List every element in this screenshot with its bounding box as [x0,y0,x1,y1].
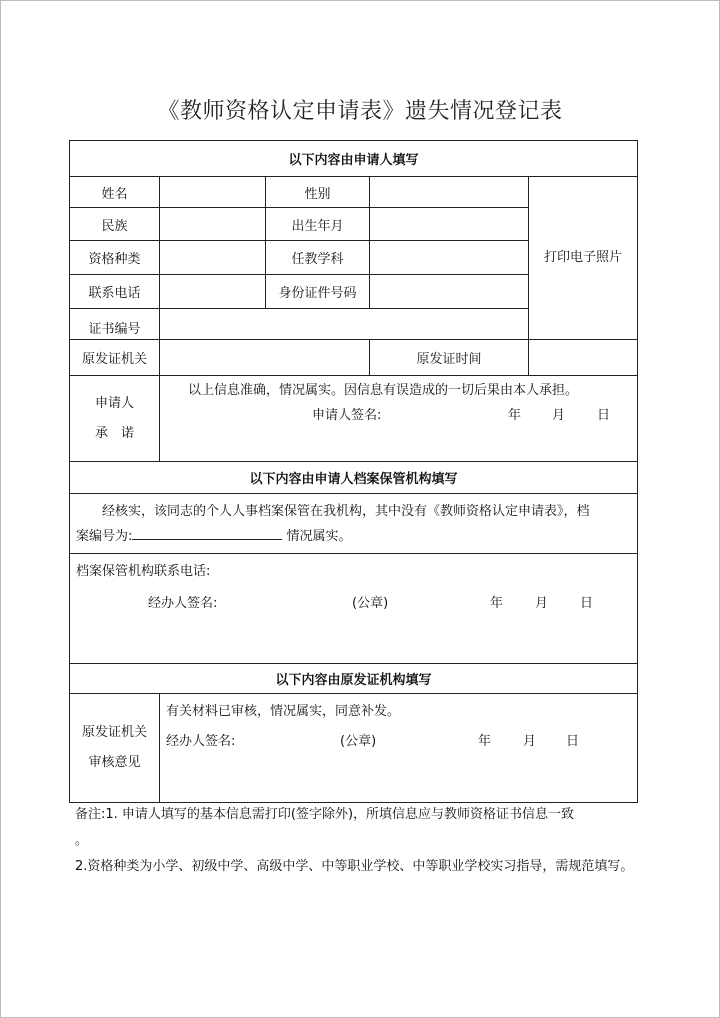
page-title: 《教师资格认定申请表》遗失情况登记表 [157,99,563,124]
commitment-text: 以上信息准确，情况属实。因信息有误造成的一切后果由本人承担。 [188,383,579,398]
gender-field[interactable] [370,177,529,208]
archive-verification-text: 经核实，该同志的个人人事档案保管在我机构，其中没有《教师资格认定申请表》，档 [102,503,590,519]
issuer-handler-sign-label: 经办人签名: [166,734,236,749]
ethnicity-label: 民族 [70,208,160,241]
issuer-field[interactable] [160,340,370,376]
issuer-review-cell [160,694,638,803]
id-number-label: 身份证件号码 [266,275,370,309]
notes [75,805,635,891]
month-label: 月 [552,408,566,423]
archive-year-label: 年 [490,596,504,611]
photo-box[interactable] [529,177,638,340]
archive-phone-label: 档案保管机构联系电话: [76,564,211,579]
registration-form [69,140,638,803]
phone-label: 联系电话 [70,275,160,309]
photo-label: 打印电子照片 [544,250,623,265]
phone-field[interactable] [160,275,266,309]
note-1-tail: 。 [75,833,89,848]
commitment-label [70,376,160,462]
commitment-label-line1: 申请人 [94,395,134,411]
qualification-type-label: 资格种类 [70,241,160,275]
archive-day-label: 日 [580,596,594,611]
qualification-type-field[interactable] [160,241,266,275]
year-label: 年 [508,408,522,423]
note-1: 备注:1. 申请人填写的基本信息需打印(签字除外)，所填信息应与教师资格证书信息一致 [75,807,575,822]
archive-number-field[interactable] [132,525,282,540]
archive-number-label: 案编号为: [76,528,133,544]
issuer-label: 原发证机关 [70,340,160,376]
birth-label: 出生年月 [266,208,370,241]
gender-label: 性别 [266,177,370,208]
archive-seal-label: (公章) [352,596,389,611]
issuer-review-text: 有关材料已审核，情况属实，同意补发。 [166,704,401,719]
certificate-number-label: 证书编号 [70,309,160,340]
commitment-label-line2: 承 诺 [94,425,134,441]
issuer-year-label: 年 [478,734,492,749]
issue-time-label: 原发证时间 [370,340,529,376]
issuer-review-label [70,694,160,803]
section1-header: 以下内容由申请人填写 [70,141,638,177]
archive-verified-text: 情况属实。 [286,528,352,544]
applicant-sign-label: 申请人签名: [312,408,382,423]
subject-field[interactable] [370,241,529,275]
certificate-number-field[interactable] [160,309,529,340]
archive-month-label: 月 [535,596,549,611]
issuer-review-label-line2: 审核意见 [88,755,141,770]
archive-verification-cell [70,494,638,554]
issue-time-field[interactable] [529,340,638,376]
ethnicity-field[interactable] [160,208,266,241]
issuer-day-label: 日 [566,734,580,749]
name-label: 姓名 [70,177,160,208]
id-number-field[interactable] [370,275,529,309]
day-label: 日 [597,408,611,423]
issuer-review-label-line1: 原发证机关 [81,725,147,740]
section2-header: 以下内容由申请人档案保管机构填写 [70,462,638,494]
birth-field[interactable] [370,208,529,241]
archive-contact-cell [70,554,638,664]
issuer-month-label: 月 [523,734,537,749]
note-2: 2.资格种类为小学、初级中学、高级中学、中等职业学校、中等职业学校实习指导，需规范填写。 [75,859,634,874]
name-field[interactable] [160,177,266,208]
section3-header: 以下内容由原发证机构填写 [70,664,638,694]
archive-handler-sign-label: 经办人签名: [148,596,218,611]
commitment-cell [160,376,638,462]
issuer-seal-label: (公章) [340,734,377,749]
subject-label: 任教学科 [266,241,370,275]
